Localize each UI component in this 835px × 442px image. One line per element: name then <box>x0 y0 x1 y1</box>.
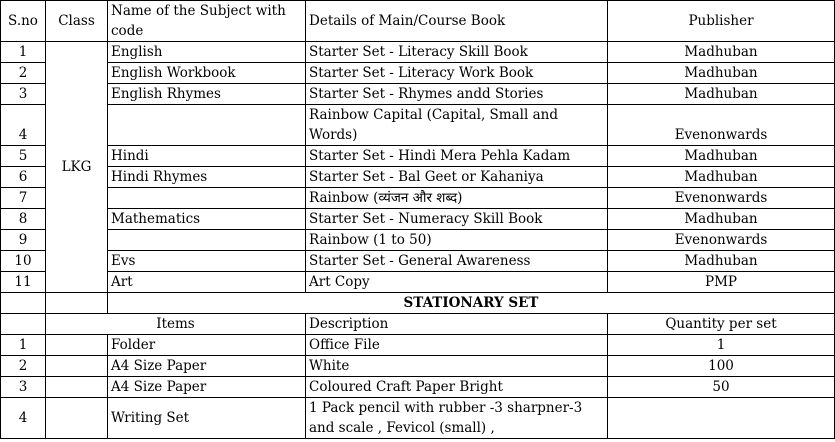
row-sno: 6 <box>1 167 46 188</box>
stationary-sno: 2 <box>1 356 46 377</box>
stationary-header-items: Items <box>46 314 306 335</box>
row-subject: Hindi <box>108 146 306 167</box>
table-row <box>1 272 835 293</box>
row-details: Rainbow Capital (Capital, Small and Words) <box>306 105 608 146</box>
header-class: Class <box>46 1 108 42</box>
row-publisher: Evenonwards <box>608 105 835 146</box>
row-sno: 9 <box>1 230 46 251</box>
row-subject: English Workbook <box>108 63 306 84</box>
stationary-row <box>1 377 835 398</box>
row-sno: 5 <box>1 146 46 167</box>
stationary-description: 1 Pack pencil with rubber -3 sharpner-3 and scale , Fevicol (small) , <box>306 398 608 439</box>
stationary-quantity: 50 <box>608 377 835 398</box>
row-details: Starter Set - Numeracy Skill Book <box>306 209 608 230</box>
empty-cell <box>1 314 46 335</box>
row-details: Starter Set - Bal Geet or Kahaniya <box>306 167 608 188</box>
row-sno: 7 <box>1 188 46 209</box>
row-sno: 3 <box>1 84 46 105</box>
table-row <box>1 105 835 146</box>
header-subject: Name of the Subject with code <box>108 1 306 42</box>
table-row <box>1 167 835 188</box>
empty-cell <box>1 293 46 314</box>
stationary-sno: 1 <box>1 335 46 356</box>
header-publisher: Publisher <box>608 1 835 42</box>
stationary-header-description: Description <box>306 314 608 335</box>
row-subject <box>108 230 306 251</box>
stationary-row <box>1 335 835 356</box>
row-details: Starter Set - Literacy Work Book <box>306 63 608 84</box>
row-subject: English Rhymes <box>108 84 306 105</box>
stationary-item: A4 Size Paper <box>108 356 306 377</box>
row-sno: 1 <box>1 42 46 63</box>
stationary-header-quantity: Quantity per set <box>608 314 835 335</box>
row-publisher: Madhuban <box>608 63 835 84</box>
row-details: Starter Set - Literacy Skill Book <box>306 42 608 63</box>
row-details: Art Copy <box>306 272 608 293</box>
row-details: Rainbow (1 to 50) <box>306 230 608 251</box>
empty-cell <box>46 398 108 439</box>
row-details: Starter Set - Hindi Mera Pehla Kadam <box>306 146 608 167</box>
empty-cell <box>46 377 108 398</box>
row-publisher: Madhuban <box>608 209 835 230</box>
table-row <box>1 209 835 230</box>
stationary-item: Writing Set <box>108 398 306 439</box>
row-subject: Evs <box>108 251 306 272</box>
empty-cell <box>46 293 108 314</box>
header-sno: S.no <box>1 1 46 42</box>
stationary-header-row <box>1 314 835 335</box>
row-subject: Hindi Rhymes <box>108 167 306 188</box>
row-subject: Mathematics <box>108 209 306 230</box>
row-sno: 11 <box>1 272 46 293</box>
stationary-item: A4 Size Paper <box>108 377 306 398</box>
row-publisher: Madhuban <box>608 251 835 272</box>
stationary-description: White <box>306 356 608 377</box>
row-sno: 2 <box>1 63 46 84</box>
stationary-sno: 3 <box>1 377 46 398</box>
row-publisher: Madhuban <box>608 167 835 188</box>
row-publisher: Madhuban <box>608 42 835 63</box>
row-sno: 4 <box>1 105 46 146</box>
header-row <box>1 1 835 42</box>
row-sno: 10 <box>1 251 46 272</box>
row-publisher: Evenonwards <box>608 230 835 251</box>
row-details: Rainbow (व्यंजन और शब्द) <box>306 188 608 209</box>
stationary-quantity: 1 <box>608 335 835 356</box>
row-publisher: Evenonwards <box>608 188 835 209</box>
empty-cell <box>46 356 108 377</box>
stationary-title-row <box>1 293 835 314</box>
stationary-sno: 4 <box>1 398 46 439</box>
row-publisher: Madhuban <box>608 84 835 105</box>
row-details: Starter Set - General Awareness <box>306 251 608 272</box>
table-row <box>1 42 835 63</box>
empty-cell <box>46 335 108 356</box>
stationary-description: Office File <box>306 335 608 356</box>
table-row <box>1 84 835 105</box>
table-row <box>1 188 835 209</box>
stationary-row <box>1 398 835 439</box>
row-publisher: Madhuban <box>608 146 835 167</box>
table-row <box>1 251 835 272</box>
stationary-quantity: 100 <box>608 356 835 377</box>
row-subject: English <box>108 42 306 63</box>
row-sno: 8 <box>1 209 46 230</box>
stationary-title: STATIONARY SET <box>108 293 835 314</box>
stationary-description: Coloured Craft Paper Bright <box>306 377 608 398</box>
table-row <box>1 146 835 167</box>
row-publisher: PMP <box>608 272 835 293</box>
stationary-quantity <box>608 398 835 439</box>
row-subject: Art <box>108 272 306 293</box>
class-cell: LKG <box>46 42 108 293</box>
row-subject <box>108 188 306 209</box>
table-row <box>1 63 835 84</box>
header-details: Details of Main/Course Book <box>306 1 608 42</box>
stationary-item: Folder <box>108 335 306 356</box>
row-details: Starter Set - Rhymes andd Stories <box>306 84 608 105</box>
table-row <box>1 230 835 251</box>
stationary-row <box>1 356 835 377</box>
row-subject <box>108 105 306 146</box>
